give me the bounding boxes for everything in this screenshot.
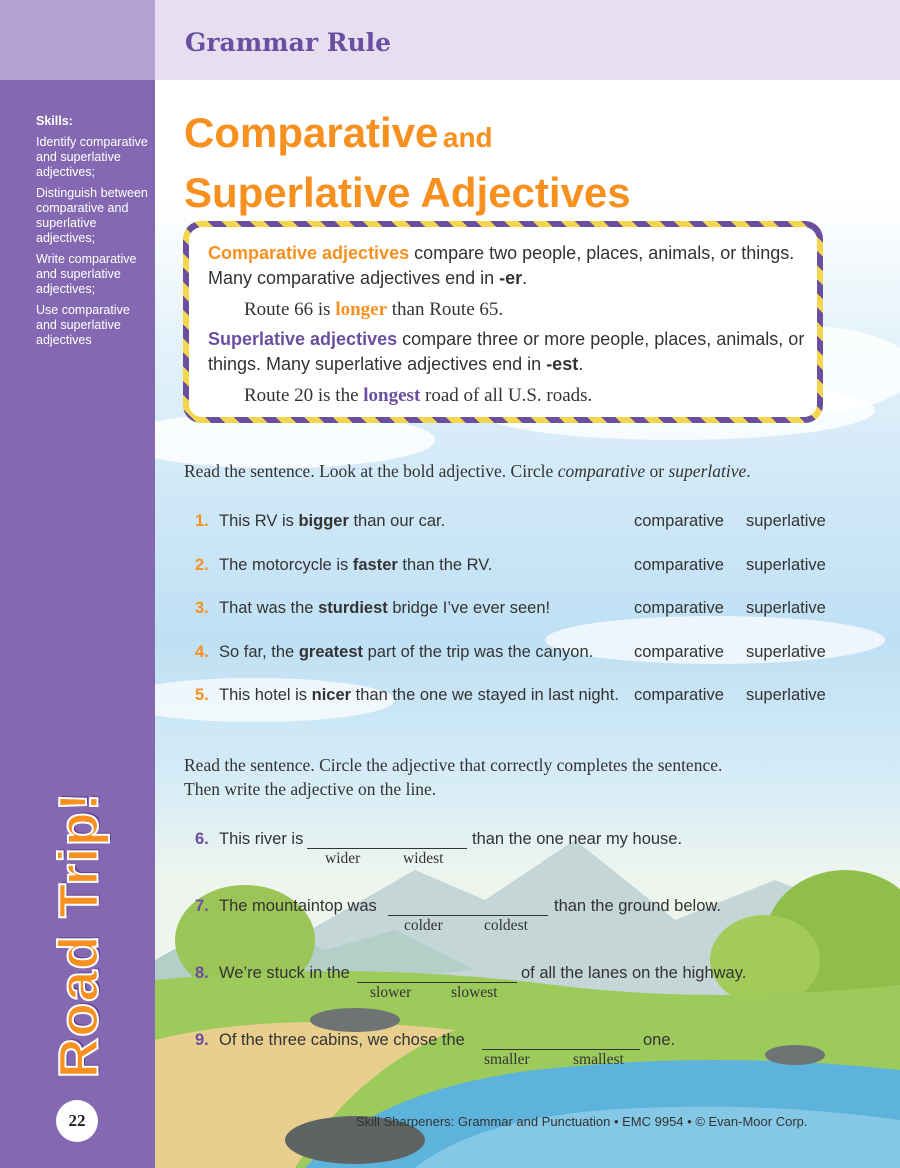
sentence-text: So far, the — [219, 643, 299, 661]
sentence-text: This RV is — [219, 512, 299, 530]
item-sentence — [219, 686, 619, 705]
answer-line[interactable] — [357, 982, 517, 983]
option-superlative[interactable]: superlative — [746, 686, 826, 704]
example-word: longest — [363, 385, 421, 406]
item-number: 8. — [195, 964, 209, 982]
sentence-text: We’re stuck in the — [219, 964, 350, 982]
choice-superlative[interactable]: coldest — [484, 917, 528, 934]
instr-italic: superlative — [668, 461, 747, 481]
part1-instructions — [184, 459, 751, 483]
option-comparative[interactable]: comparative — [634, 599, 724, 617]
item-number: 3. — [195, 599, 209, 617]
item-sentence — [219, 599, 550, 618]
choice-comparative[interactable]: smaller — [484, 1051, 530, 1068]
choice-superlative[interactable]: slowest — [451, 984, 498, 1001]
comparative-definition: Comparative adjectives compare two people, places, animals, or things. Many comparative adjectives end in -er. — [208, 243, 795, 288]
sentence-text: of all the lanes on the highway. — [521, 964, 747, 982]
fill-in-item — [195, 897, 835, 941]
fill-in-item — [195, 830, 835, 874]
answer-line[interactable] — [482, 1049, 640, 1050]
option-superlative[interactable]: superlative — [746, 643, 826, 661]
unit-title: Road Trip! — [46, 791, 110, 1079]
skills-list — [36, 114, 148, 354]
comparative-example — [244, 299, 503, 321]
option-comparative[interactable]: comparative — [634, 643, 724, 661]
exercise-item — [195, 643, 835, 667]
skill-item: Identify comparative and superlative adjectives; — [36, 135, 148, 179]
grammar-rule-box — [183, 221, 823, 423]
instr-italic: comparative — [557, 461, 646, 481]
page-number: 22 — [56, 1100, 98, 1142]
exercise-item — [195, 599, 835, 623]
sidebar-top-band — [0, 0, 155, 80]
superlative-suffix: -est — [546, 354, 579, 374]
choice-comparative[interactable]: slower — [370, 984, 412, 1001]
item-number: 6. — [195, 830, 209, 848]
choice-superlative[interactable]: smallest — [573, 1051, 624, 1068]
page-title — [184, 108, 631, 218]
option-superlative[interactable]: superlative — [746, 556, 826, 574]
item-number: 1. — [195, 512, 209, 530]
title-comparative: Comparative — [184, 109, 439, 156]
skill-item: Write comparative and superlative adjectives; — [36, 252, 137, 296]
comparative-term: Comparative adjectives — [208, 243, 410, 263]
sentence-text: This river is — [219, 830, 304, 848]
sentence-text: This hotel is — [219, 686, 312, 704]
item-sentence — [219, 512, 445, 531]
bold-adjective: sturdiest — [318, 599, 388, 617]
instr-text: Read the sentence. Look at the bold adjective. Circle — [184, 461, 558, 481]
header-band — [155, 0, 900, 80]
sentence-text: one. — [643, 1031, 676, 1049]
skills-title: Skills: — [36, 114, 73, 128]
example-text: road of all U.S. roads. — [420, 385, 593, 406]
rule-box-inner — [189, 227, 817, 417]
sentence-text: The mountaintop was — [219, 897, 377, 915]
superlative-definition: Superlative adjectives compare three or more people, places, animals, or things. Many superlative adjectives end in -est. — [208, 329, 805, 374]
option-superlative[interactable]: superlative — [746, 512, 826, 530]
comparative-suffix: -er — [499, 268, 523, 288]
section-title: Grammar Rule — [185, 28, 392, 57]
instr-line: Then write the adjective on the line. — [184, 779, 437, 799]
answer-line[interactable] — [388, 915, 548, 916]
choice-comparative[interactable]: wider — [325, 850, 361, 867]
sentence-text: That was the — [219, 599, 319, 617]
choice-superlative[interactable]: widest — [403, 850, 444, 867]
part2-instructions — [184, 753, 722, 801]
sentence-text: Of the three cabins, we chose the — [219, 1031, 465, 1049]
instr-line: Read the sentence. Circle the adjective that correctly completes the sentence. — [184, 755, 723, 775]
example-text: Route 20 is the — [244, 385, 364, 406]
sidebar — [0, 0, 155, 1168]
fill-in-item — [195, 1031, 835, 1075]
bold-adjective: bigger — [298, 512, 349, 530]
sentence-text: The motorcycle is — [219, 556, 353, 574]
title-superlative: Superlative Adjectives — [184, 169, 631, 216]
example-word: longer — [335, 299, 388, 320]
sentence-text: than our car. — [348, 512, 446, 530]
footer-credit: Skill Sharpeners: Grammar and Punctuation • EMC 9954 • © Evan-Moor Corp. — [356, 1114, 808, 1129]
item-number: 4. — [195, 643, 209, 661]
skill-item: Distinguish between comparative and superlative adjectives; — [36, 186, 148, 245]
skill-item: Use comparative and superlative adjectives — [36, 303, 130, 347]
superlative-example — [244, 385, 592, 407]
option-comparative[interactable]: comparative — [634, 556, 724, 574]
answer-line[interactable] — [307, 848, 467, 849]
item-sentence — [219, 556, 492, 575]
comparative-def-text: compare two people, places, animals, or things. Many comparative adjectives end in — [208, 243, 795, 288]
superlative-term: Superlative adjectives — [208, 329, 398, 349]
sentence-text: than the one we stayed in last night. — [351, 686, 619, 704]
title-and: and — [442, 122, 493, 153]
exercise-item — [195, 512, 835, 536]
example-text: Route 66 is — [244, 299, 336, 320]
instr-text: . — [746, 461, 751, 481]
choice-comparative[interactable]: colder — [404, 917, 443, 934]
superlative-def-text: compare three or more people, places, animals, or things. Many superlative adjectives end in — [208, 329, 805, 374]
bold-adjective: faster — [352, 556, 398, 574]
exercise-item — [195, 686, 835, 710]
bold-adjective: greatest — [298, 643, 364, 661]
fill-in-item — [195, 964, 835, 1008]
option-superlative[interactable]: superlative — [746, 599, 826, 617]
rock-shape — [310, 1008, 400, 1032]
example-text: than Route 65. — [387, 299, 504, 320]
item-number: 2. — [195, 556, 209, 574]
item-number: 9. — [195, 1031, 209, 1049]
sentence-text: than the RV. — [397, 556, 493, 574]
exercise-item — [195, 556, 835, 580]
option-comparative[interactable]: comparative — [634, 686, 724, 704]
sentence-text: than the ground below. — [554, 897, 721, 915]
instr-text: or — [645, 461, 669, 481]
option-comparative[interactable]: comparative — [634, 512, 724, 530]
item-number: 5. — [195, 686, 209, 704]
item-sentence — [219, 643, 593, 662]
sentence-text: bridge I’ve ever seen! — [387, 599, 551, 617]
sentence-text: than the one near my house. — [472, 830, 683, 848]
bold-adjective: nicer — [311, 686, 352, 704]
sentence-text: part of the trip was the canyon. — [363, 643, 594, 661]
item-number: 7. — [195, 897, 209, 915]
